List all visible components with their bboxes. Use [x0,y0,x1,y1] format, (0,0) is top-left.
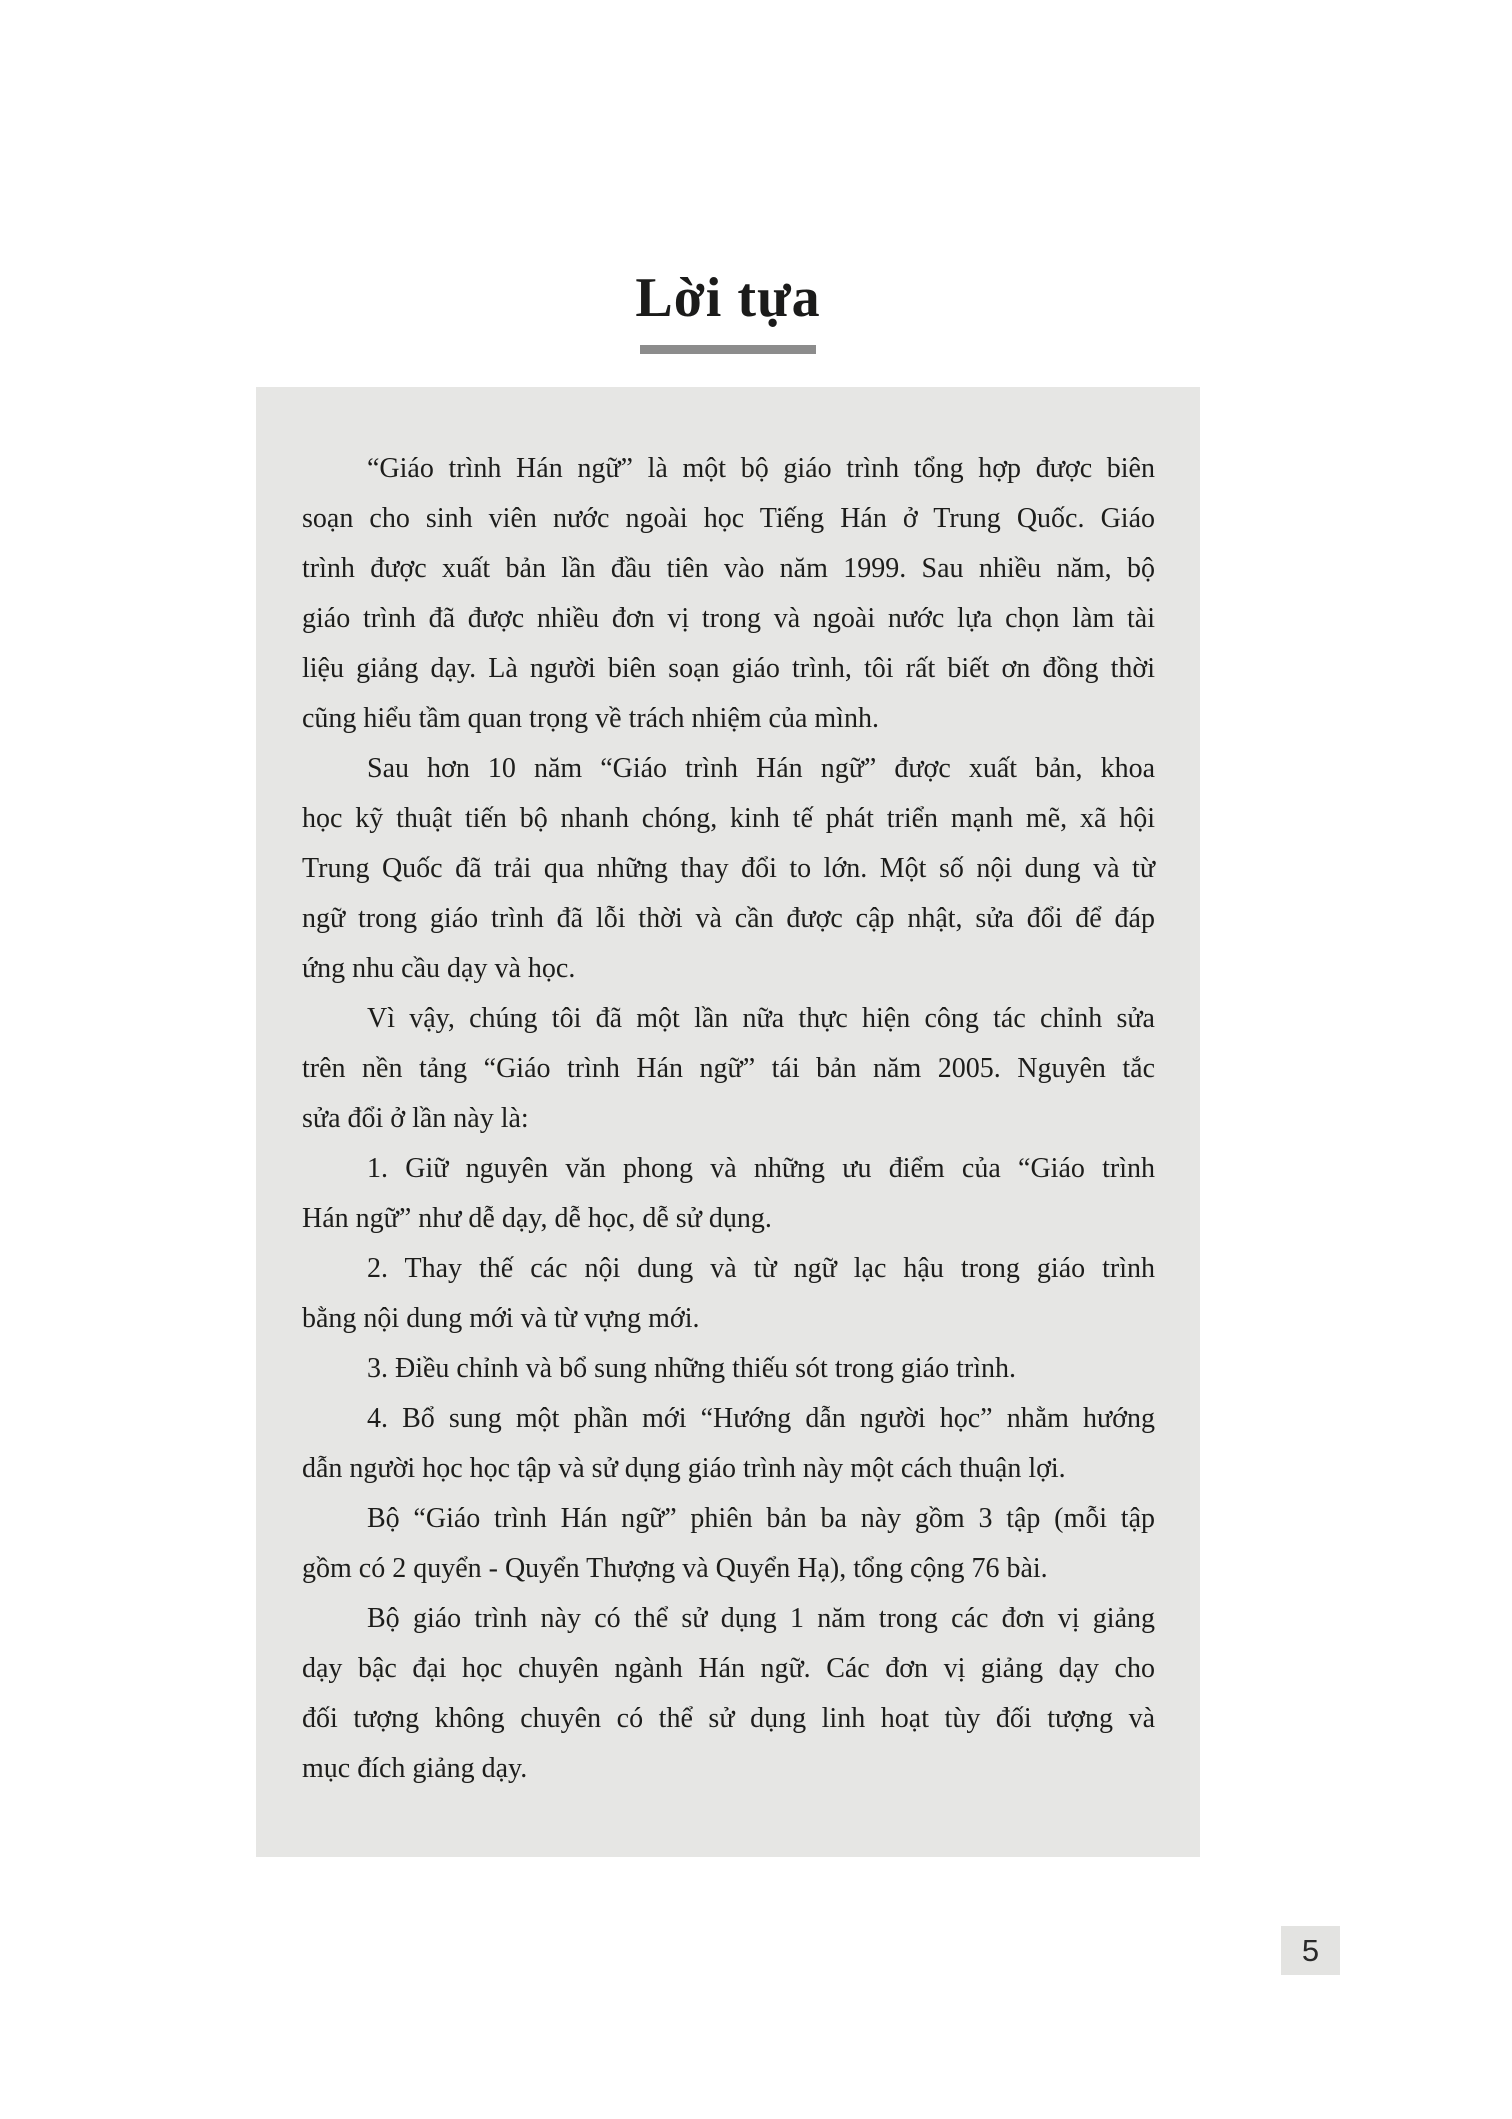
paragraph [302,744,1155,994]
text-line: giáo trình đã được nhiều đơn vị trong và ngoài nước lựa chọn làm tài [302,603,1155,634]
text-line: Bộ giáo trình này có thể sử dụng 1 năm trong các đơn vị giảng [367,1603,1155,1634]
text-line: liệu giảng dạy. Là người biên soạn giáo trình, tôi rất biết ơn đồng thời [302,653,1155,684]
title-underline-rule [640,345,816,354]
text-line: Trung Quốc đã trải qua những thay đổi to lớn. Một số nội dung và từ [302,853,1155,884]
paragraph [302,444,1155,744]
text-line: gồm có 2 quyển - Quyển Thượng và Quyển Hạ), tổng cộng 76 bài. [302,1553,1048,1584]
text-line: Vì vậy, chúng tôi đã một lần nữa thực hiện công tác chỉnh sửa [367,1003,1155,1034]
preface-text-panel [256,387,1200,1857]
text-line: trình được xuất bản lần đầu tiên vào năm 1999. Sau nhiều năm, bộ [302,553,1155,584]
text-line: Hán ngữ” như dễ dạy, dễ học, dễ sử dụng. [302,1203,772,1234]
page-title: Lời tựa [635,267,821,329]
paragraph [302,1344,1155,1394]
text-line: dẫn người học học tập và sử dụng giáo trình này một cách thuận lợi. [302,1453,1066,1484]
text-line: “Giáo trình Hán ngữ” là một bộ giáo trình tổng hợp được biên [367,453,1155,484]
text-line: ứng nhu cầu dạy và học. [302,953,576,984]
text-line: mục đích giảng dạy. [302,1753,528,1784]
text-line: học kỹ thuật tiến bộ nhanh chóng, kinh tế phát triển mạnh mẽ, xã hội [302,803,1155,834]
text-line: 3. Điều chỉnh và bổ sung những thiếu sót trong giáo trình. [367,1353,1016,1384]
page-number-badge: 5 [1281,1926,1340,1975]
text-line: 2. Thay thế các nội dung và từ ngữ lạc hậu trong giáo trình [367,1253,1155,1284]
paragraph [302,1394,1155,1494]
text-line: Bộ “Giáo trình Hán ngữ” phiên bản ba này gồm 3 tập (mỗi tập [367,1503,1155,1534]
text-line: sửa đổi ở lần này là: [302,1103,529,1134]
text-line: Sau hơn 10 năm “Giáo trình Hán ngữ” được xuất bản, khoa [367,753,1155,784]
paragraph [302,1244,1155,1344]
text-line: ngữ trong giáo trình đã lỗi thời và cần được cập nhật, sửa đổi để đáp [302,903,1155,934]
text-line: bằng nội dung mới và từ vựng mới. [302,1303,700,1334]
text-line: 4. Bổ sung một phần mới “Hướng dẫn người học” nhằm hướng [367,1403,1155,1434]
text-line: soạn cho sinh viên nước ngoài học Tiếng Hán ở Trung Quốc. Giáo [302,503,1155,534]
paragraph [302,1144,1155,1244]
text-line: dạy bậc đại học chuyên ngành Hán ngữ. Các đơn vị giảng dạy cho [302,1653,1155,1684]
text-line: đối tượng không chuyên có thể sử dụng linh hoạt tùy đối tượng và [302,1703,1155,1734]
paragraph [302,1494,1155,1594]
text-line: trên nền tảng “Giáo trình Hán ngữ” tái bản năm 2005. Nguyên tắc [302,1053,1155,1084]
paragraph [302,994,1155,1144]
text-line: cũng hiểu tầm quan trọng về trách nhiệm của mình. [302,703,879,734]
text-line: 1. Giữ nguyên văn phong và những ưu điểm của “Giáo trình [367,1153,1155,1184]
paragraph [302,1594,1155,1794]
